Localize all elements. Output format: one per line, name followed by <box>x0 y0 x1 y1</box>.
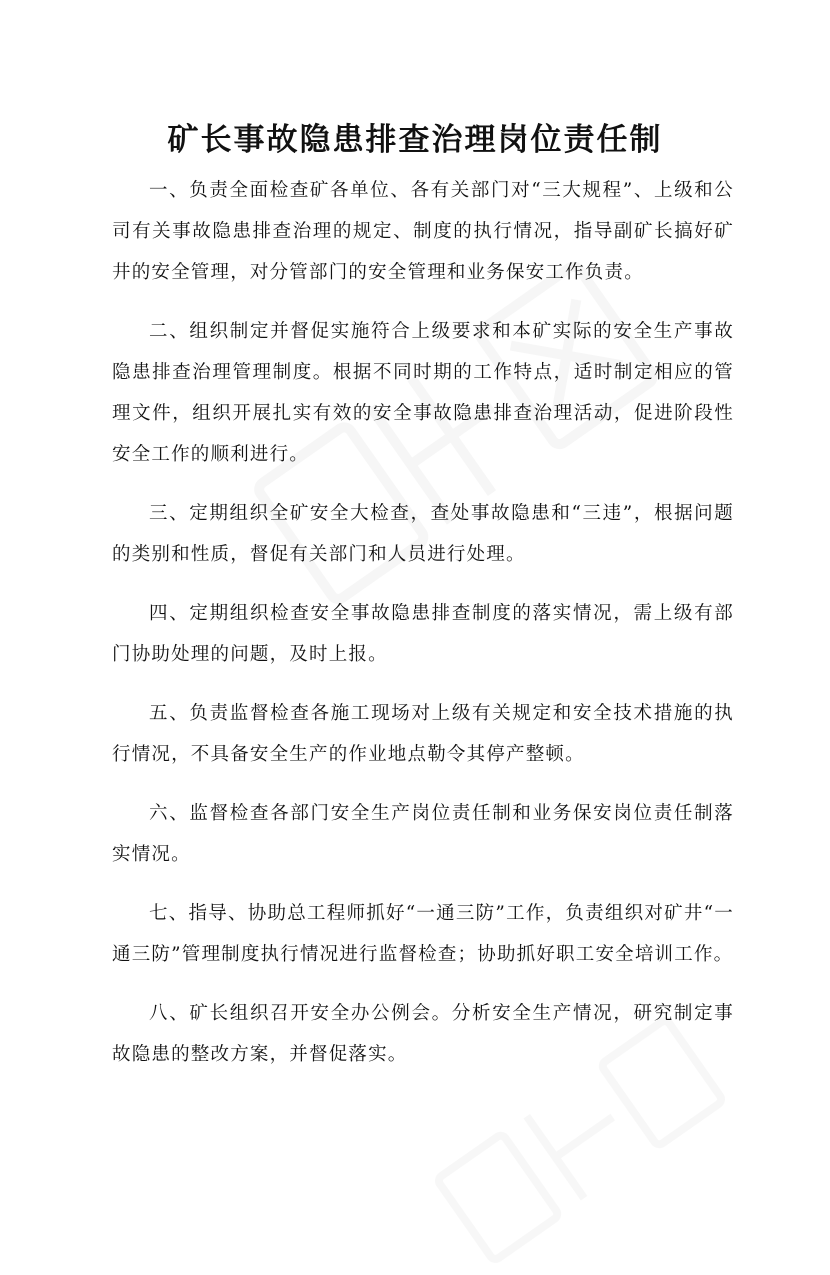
paragraph: 五、负责监督检查各施工现场对上级有关规定和安全技术措施的执行情况，不具备安全生产的作业地点勒令其停产整顿。 <box>112 703 734 765</box>
paragraph: 四、定期组织检查安全事故隐患排查制度的落实情况，需上级有部门协助处理的问题，及时上报。 <box>112 603 734 665</box>
paragraph: 二、组织制定并督促实施符合上级要求和本矿实际的安全生产事故隐患排查治理管理制度。根据不同时期的工作特点，适时制定相应的管理文件，组织开展扎实有效的安全事故隐患排查治理活动，促进阶段性安全工作的顺利进行。 <box>112 321 734 465</box>
paragraph: 一、负责全面检查矿各单位、各有关部门对“三大规程”、上级和公司有关事故隐患排查治理的规定、制度的执行情况，指导副矿长搞好矿井的安全管理，对分管部门的安全管理和业务保安工作负责。 <box>112 180 734 283</box>
paragraph: 八、矿长组织召开安全办公例会。分析安全生产情况，研究制定事故隐患的整改方案，并督促落实。 <box>112 1003 734 1065</box>
paragraph: 七、指导、协助总工程师抓好“一通三防”工作，负责组织对矿井“一通三防”管理制度执行情况进行监督检查；协助抓好职工安全培训工作。 <box>112 903 734 965</box>
paragraph: 六、监督检查各部门安全生产岗位责任制和业务保安岗位责任制落实情况。 <box>112 803 734 865</box>
document-title: 矿长事故隐患排查治理岗位责任制 <box>167 122 663 158</box>
document-body <box>112 170 734 1093</box>
paragraph: 三、定期组织全矿安全大检查，查处事故隐患和“三违”，根据问题的类别和性质，督促有关部门和人员进行处理。 <box>112 503 734 565</box>
